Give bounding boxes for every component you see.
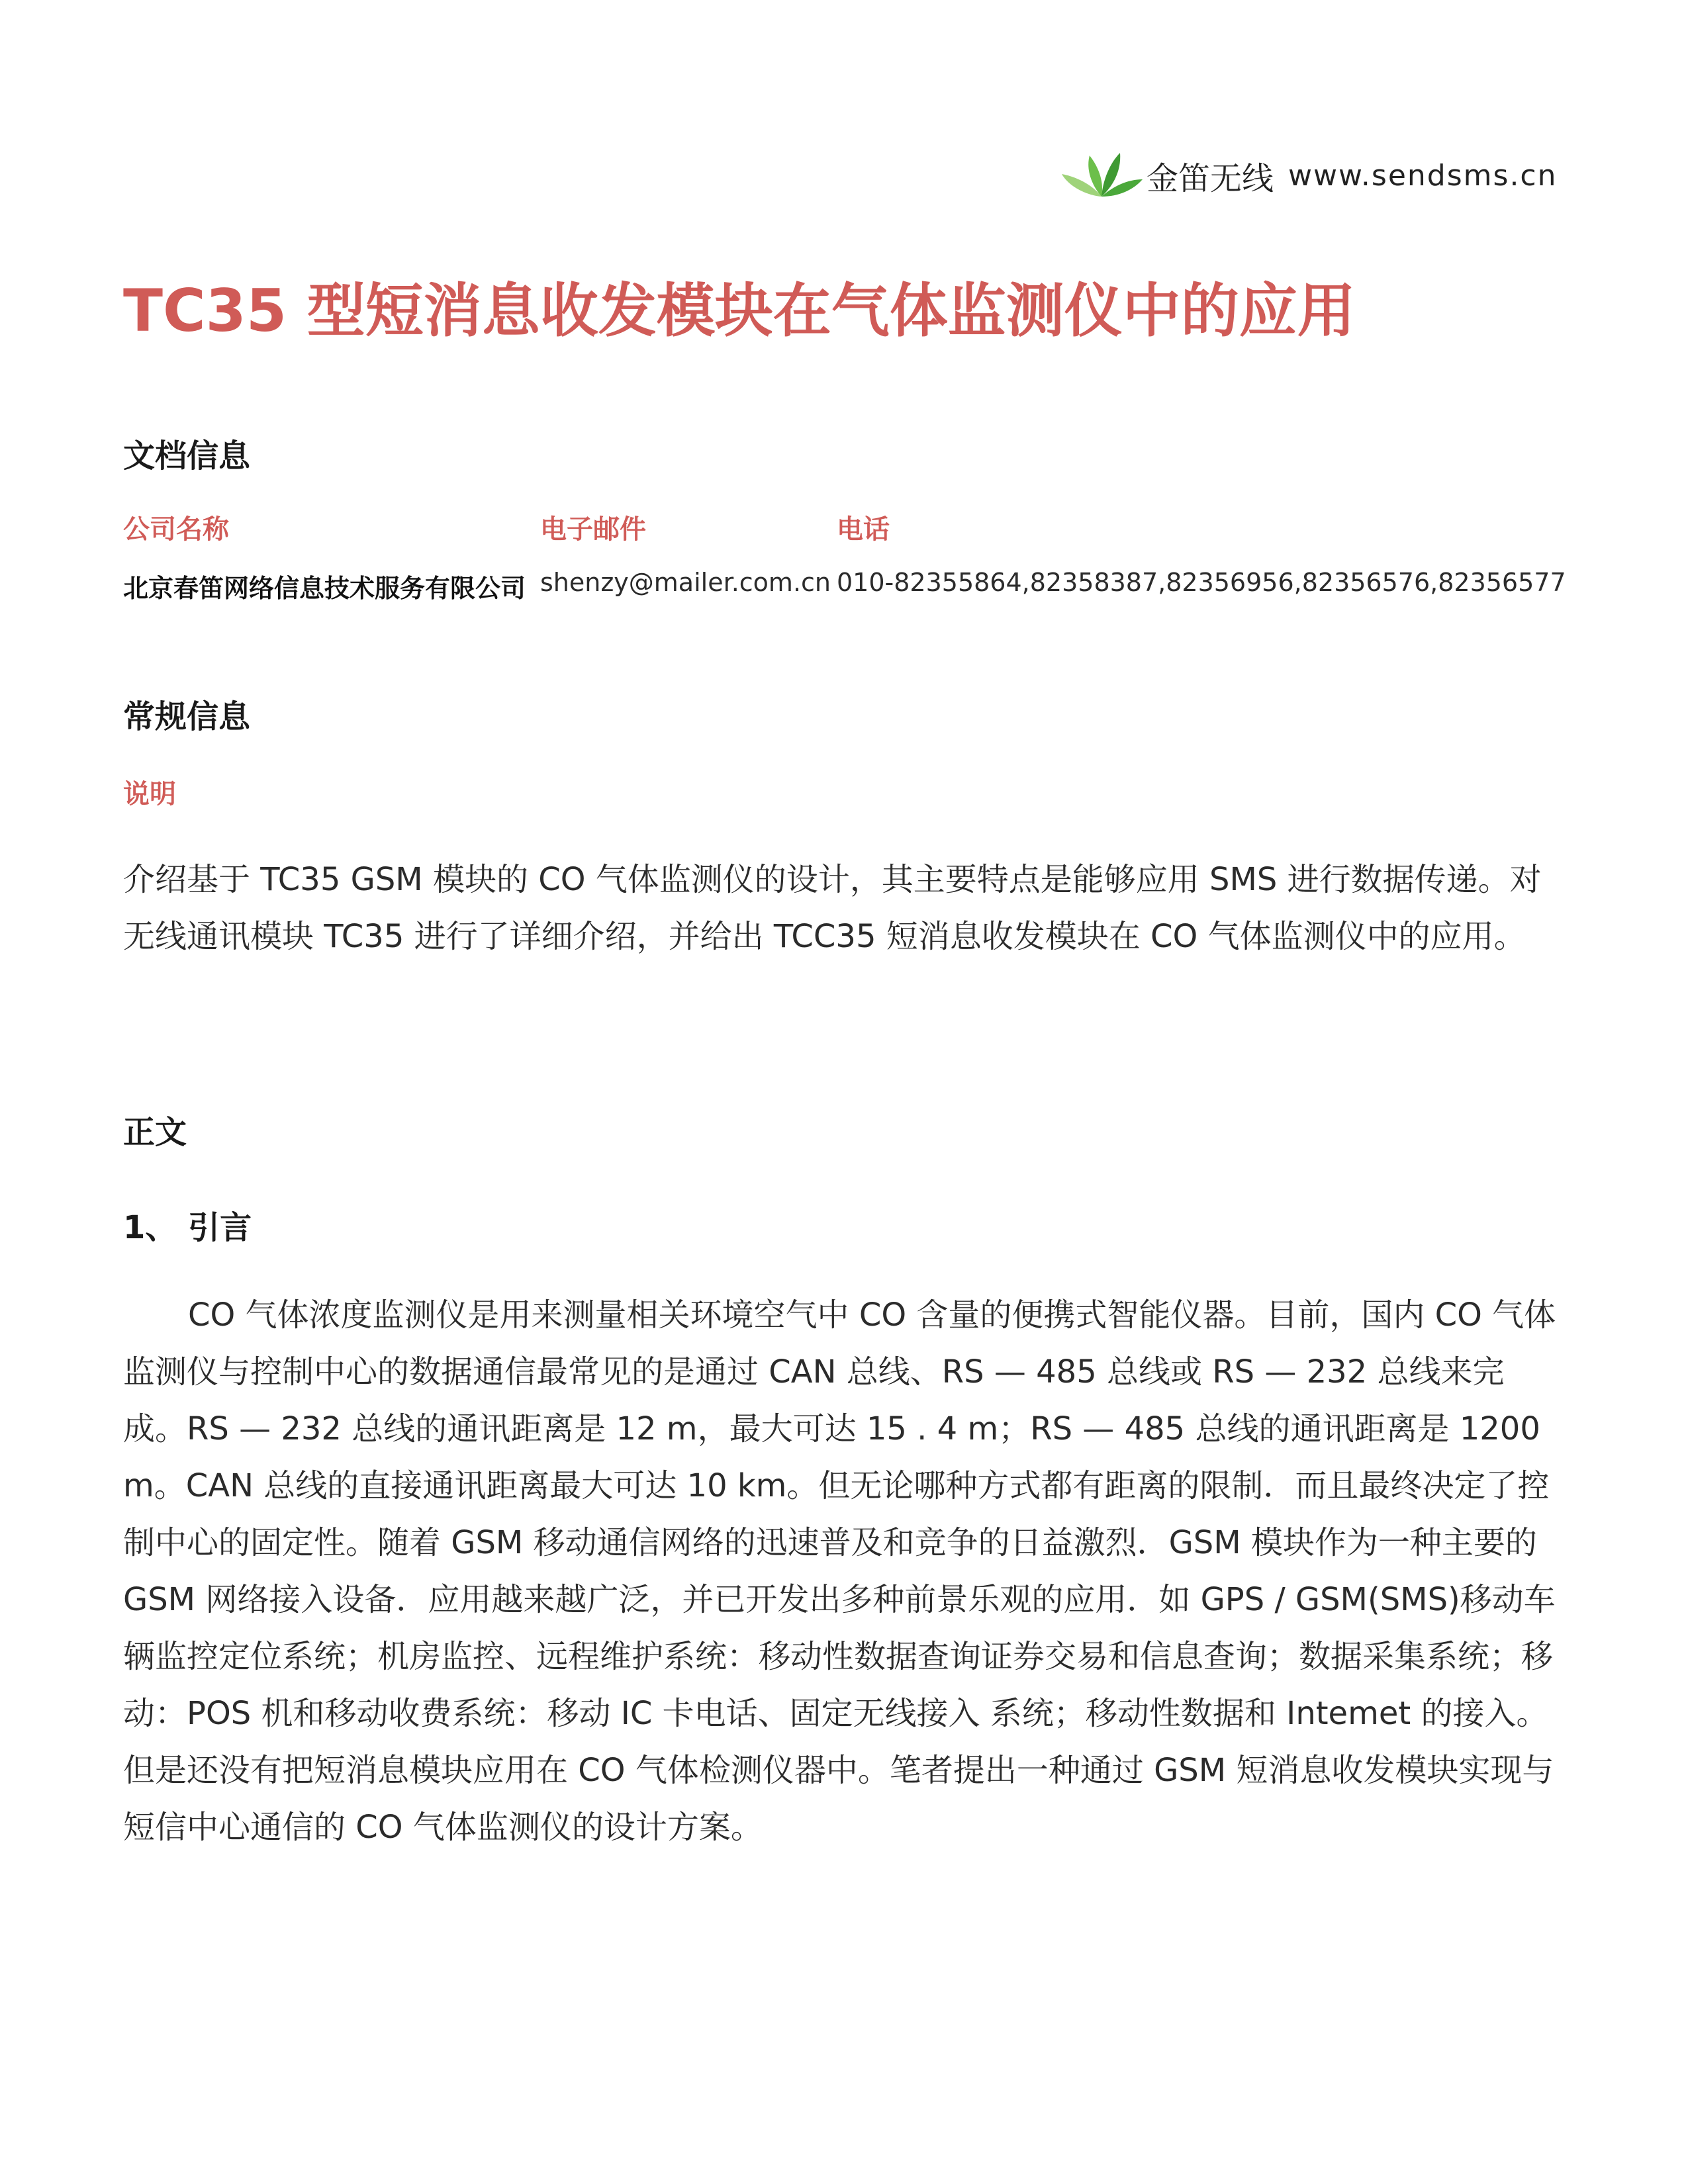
doc-info-heading: 文档信息 <box>123 437 251 475</box>
brand-name: 金笛无线 <box>1147 159 1274 197</box>
description-label: 说明 <box>123 779 176 809</box>
brand-url: www.sendsms.cn <box>1288 158 1558 193</box>
company-value: 北京春笛网络信息技术服务有限公司 <box>123 574 526 603</box>
section-1-text: CO 气体浓度监测仪是用来测量相关环境空气中 CO 含量的便携式智能仪器。目前，国内 CO 气体监测仪与控制中心的数据通信最常见的是通过 CAN 总线、RS — 485 总线或 RS — 232 总线来完成。RS — 232 总线的通讯距离是 12 m，最大可达 15 . 4 m；RS — 485 总线的通讯距离是 1200 m。CAN 总线的直接通讯距离最大可达 10 km。但无论哪种方式都有距离的限制．而且最终决定了控制中心的固定性。随着 GSM 移动通信网络的迅速普及和竞争的日益激烈．GSM 模块作为一种主要的 GSM 网络接入设备．应用越来越广泛，并已开发出多种前景乐观的应用．如 GPS / GSM(SMS)移动车辆监控定位系统；机房监控、远程维护系统：移动性数据查询证券交易和信息查询；数据采集系统；移动：POS 机和移动收费系统：移动 IC 卡电话、固定无线接入 系统；移动性数据和 Intemet 的接入。但是还没有把短消息模块应用在 CO 气体检测仪器中。笔者提出一种通过 GSM 短消息收发模块实现与短信中心通信的 CO 气体监测仪的设计方案。 <box>123 1297 1556 1846</box>
leaf-logo-icon <box>1059 149 1145 202</box>
header-logo <box>1059 149 1562 202</box>
section-1-heading: 1、 引言 <box>123 1209 252 1246</box>
email-label: 电子邮件 <box>540 514 646 545</box>
description-text: 介绍基于 TC35 GSM 模块的 CO 气体监测仪的设计，其主要特点是能够应用 SMS 进行数据传递。对无线通讯模块 TC35 进行了详细介绍，并给出 TCC35 短消息收发模块在 CO 气体监测仪中的应用。 <box>123 861 1542 955</box>
email-value: shenzy@mailer.com.cn <box>540 568 831 597</box>
company-label: 公司名称 <box>123 514 229 545</box>
phone-label: 电话 <box>837 514 890 545</box>
body-heading: 正文 <box>123 1114 187 1151</box>
phone-value: 010-82355864,82358387,82356956,82356576,82356577 <box>837 568 1566 597</box>
page-title: TC35 型短消息收发模块在气体监测仪中的应用 <box>123 277 1356 345</box>
general-info-heading: 常规信息 <box>123 698 251 735</box>
